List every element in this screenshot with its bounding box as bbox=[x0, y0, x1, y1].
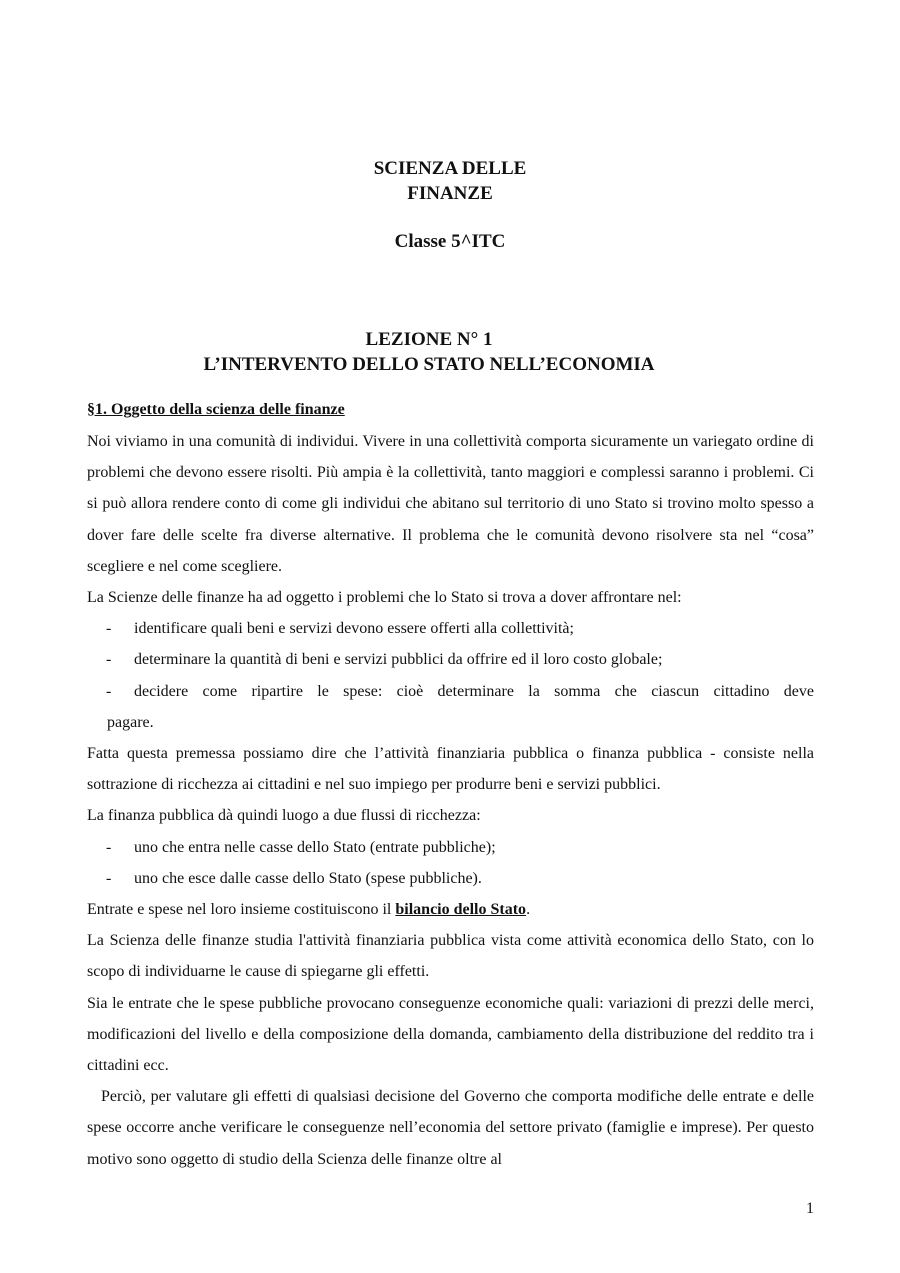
section-heading: §1. Oggetto della scienza delle finanze bbox=[87, 401, 345, 418]
class-label: Classe 5^ITC bbox=[394, 231, 506, 252]
lesson-heading bbox=[0, 327, 858, 377]
lesson-title: L’INTERVENTO DELLO STATO NELL’ECONOMIA bbox=[203, 354, 655, 375]
flows-list bbox=[87, 832, 814, 894]
list-item: - determinare la quantità di beni e servizi pubblici da offrire ed il loro costo globale; bbox=[87, 644, 814, 675]
dash-bullet: - bbox=[106, 651, 112, 669]
paragraph-2: La Scienze delle finanze ha ad oggetto i problemi che lo Stato si trova a dover affrontare nel: bbox=[87, 589, 682, 607]
paragraph-1: Noi viviamo in una comunità di individui. Vivere in una collettività comporta sicuramente un variegato ordine di problemi che devono essere risolti. Più ampia è la collettività, tanto maggiori e complessi saranno i problemi. Ci si può allora rendere conto di come gli individui che abitano sul territorio di uno Stato si trovino molto spesso a dover fare delle scelte fra diverse alternative. Il problema che le comunità devono risolvere sta nel “cosa” scegliere e nel come scegliere. bbox=[87, 433, 814, 575]
paragraph-4: La finanza pubblica dà quindi luogo a due flussi di ricchezza: bbox=[87, 807, 481, 825]
paragraph-5: Entrate e spese nel loro insieme costituiscono il bilancio dello Stato. bbox=[87, 901, 531, 919]
dash-bullet: - bbox=[106, 682, 112, 700]
dash-bullet: - bbox=[106, 869, 112, 887]
dash-bullet: - bbox=[106, 838, 112, 856]
body-text bbox=[87, 426, 814, 1175]
paragraph-8: Perciò, per valutare gli effetti di qualsiasi decisione del Governo che comporta modifiche delle entrate e delle spese occorre anche verificare le conseguenze nell’economia del settore privato (famiglie e imprese). Per questo motivo sono oggetto di studio della Scienza delle finanze oltre al bbox=[87, 1088, 814, 1168]
list-item: - identificare quali beni e servizi devono essere offerti alla collettività; bbox=[87, 613, 814, 644]
list-item: - uno che esce dalle casse dello Stato (spese pubbliche). bbox=[87, 863, 814, 894]
title-line-1: SCIENZA DELLE bbox=[373, 158, 527, 179]
title-line-2: FINANZE bbox=[407, 183, 493, 204]
paragraph-6: La Scienza delle finanze studia l'attività finanziaria pubblica vista come attività economica dello Stato, con lo scopo di individuarne le cause di spiegarne gli effetti. bbox=[87, 932, 814, 981]
list-item: - decidere come ripartire le spese: cioè determinare la somma che ciascun cittadino deve bbox=[87, 676, 814, 707]
page-number: 1 bbox=[806, 1200, 814, 1217]
list-continuation: pagare. bbox=[107, 713, 154, 731]
emphasis-bilancio: bilancio dello Stato bbox=[395, 901, 527, 919]
paragraph-3: Fatta questa premessa possiamo dire che l’attività finanziaria pubblica o finanza pubblica - consiste nella sottrazione di ricchezza ai cittadini e nel suo impiego per produrre beni e servizi pubblici. bbox=[87, 745, 814, 794]
dash-bullet: - bbox=[106, 620, 112, 638]
lesson-number: LEZIONE N° 1 bbox=[365, 329, 493, 350]
list-item: - uno che entra nelle casse dello Stato (entrate pubbliche); bbox=[87, 832, 814, 863]
objectives-list bbox=[87, 613, 814, 707]
paragraph-7: Sia le entrate che le spese pubbliche provocano conseguenze economiche quali: variazioni di prezzi delle merci, modificazioni del livello e della composizione della domanda, cambiamento della distribuzione del reddito tra i cittadini ecc. bbox=[87, 994, 814, 1075]
document-title bbox=[0, 156, 900, 206]
